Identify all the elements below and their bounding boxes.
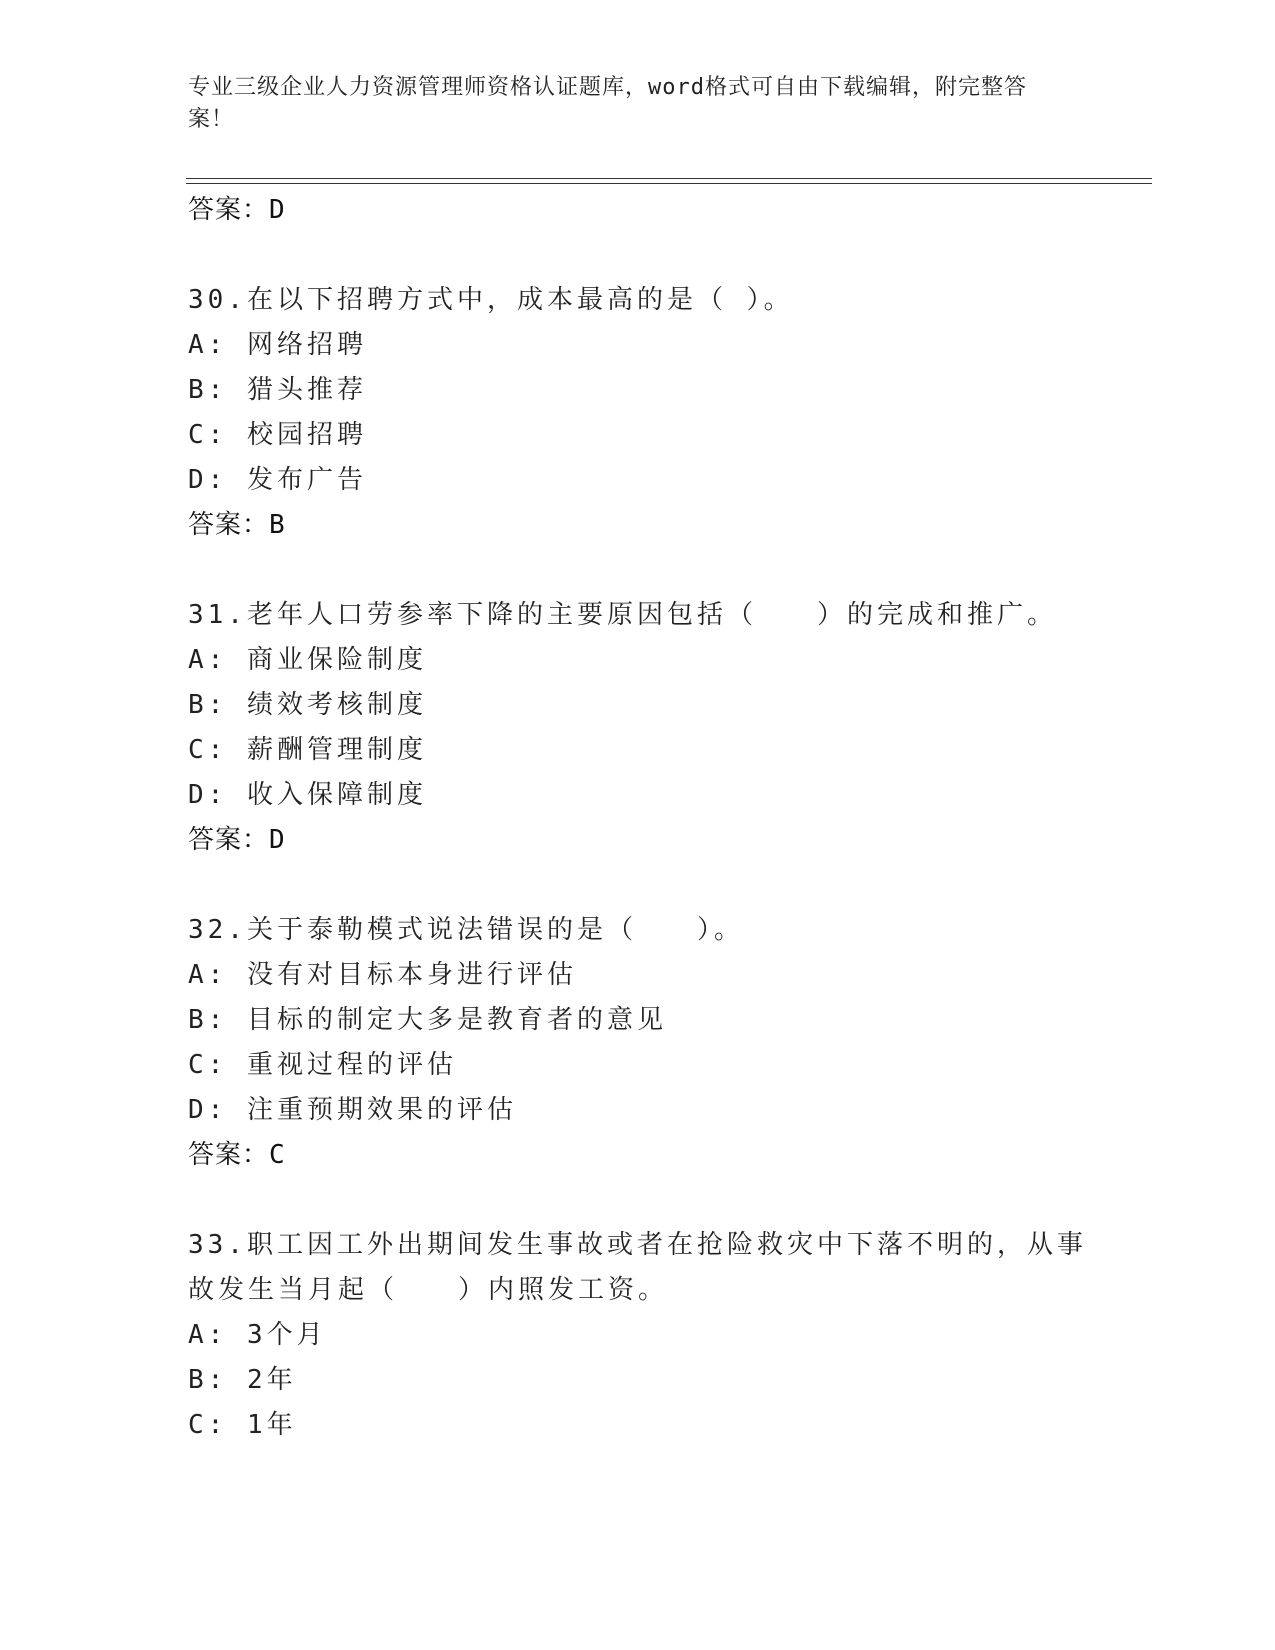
- page-header: 专业三级企业人力资源管理师资格认证题库，word格式可自由下载编辑，附完整答案！: [188, 75, 1027, 132]
- answer-line: 答案：D: [188, 825, 286, 855]
- document-body: [188, 188, 1088, 1448]
- question-31: [188, 593, 1088, 863]
- option-d: D: 注重预期效果的评估: [188, 1095, 517, 1125]
- option-a: A: 3个月: [188, 1320, 327, 1350]
- question-32: [188, 908, 1088, 1178]
- answer-line: 答案：D: [188, 195, 286, 225]
- question-text: 33.职工因工外出期间发生事故或者在抢险救灾中下落不明的，从事故发生当月起（ ）内照发工资。: [188, 1230, 1087, 1305]
- question-33: [188, 1223, 1088, 1448]
- option-d: D: 发布广告: [188, 465, 367, 495]
- header-rule-bottom: [186, 183, 1152, 184]
- option-b: B: 猎头推荐: [188, 375, 367, 405]
- option-b: B: 2年: [188, 1365, 297, 1395]
- option-c: C: 重视过程的评估: [188, 1050, 457, 1080]
- question-text: 30.在以下招聘方式中，成本最高的是（ ）。: [188, 285, 794, 315]
- answer-line: 答案：B: [188, 510, 286, 540]
- option-c: C: 校园招聘: [188, 420, 367, 450]
- option-b: B: 绩效考核制度: [188, 690, 427, 720]
- option-c: C: 1年: [188, 1410, 297, 1440]
- option-a: A: 没有对目标本身进行评估: [188, 960, 577, 990]
- option-c: C: 薪酬管理制度: [188, 735, 427, 765]
- option-a: A: 网络招聘: [188, 330, 367, 360]
- question-30: [188, 278, 1088, 548]
- answer-line: 答案：C: [188, 1140, 286, 1170]
- option-a: A: 商业保险制度: [188, 645, 427, 675]
- question-text: 32.关于泰勒模式说法错误的是（ ）。: [188, 915, 744, 945]
- option-b: B: 目标的制定大多是教育者的意见: [188, 1005, 667, 1035]
- header-rule-top: [186, 178, 1152, 179]
- question-text: 31.老年人口劳参率下降的主要原因包括（ ）的完成和推广。: [188, 600, 1057, 630]
- option-d: D: 收入保障制度: [188, 780, 427, 810]
